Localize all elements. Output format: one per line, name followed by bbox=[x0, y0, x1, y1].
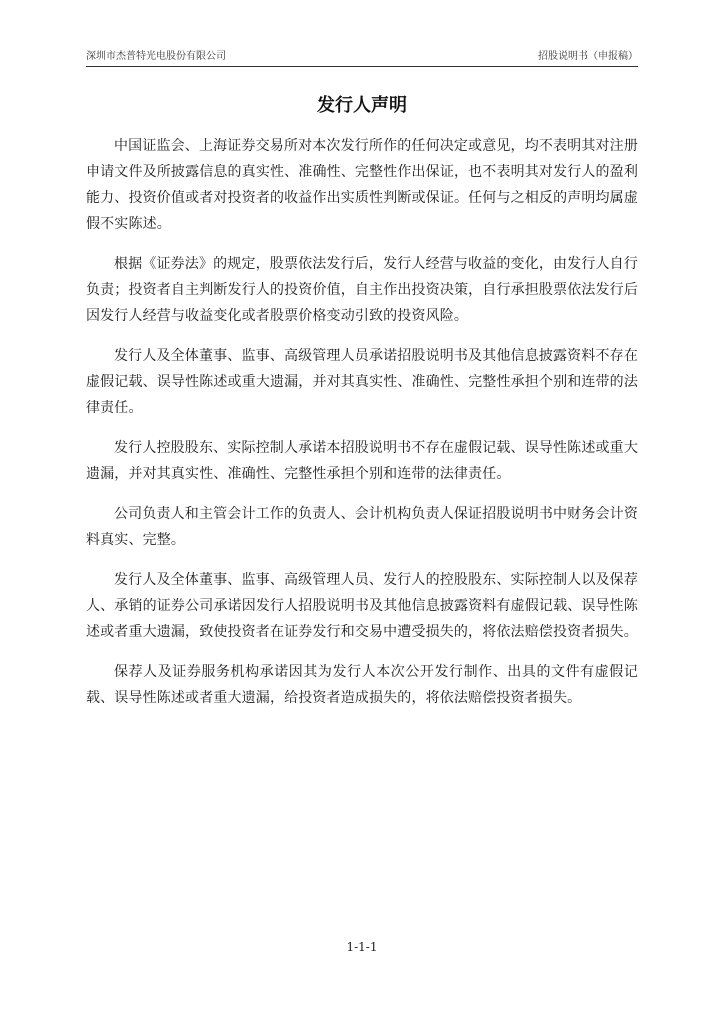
declaration-body bbox=[86, 133, 638, 725]
paragraph-controlling-shareholder-commitment: 发行人控股股东、实际控制人承诺本招股说明书不存在虚假记载、误导性陈述或重大遗漏，并对其真实性、准确性、完整性承担个别和连带的法律责任。 bbox=[86, 440, 638, 482]
header-company-name: 深圳市杰普特光电股份有限公司 bbox=[86, 51, 226, 62]
paragraph-financial-accuracy: 公司负责人和主管会计工作的负责人、会计机构负责人保证招股说明书中财务会计资料真实、完整。 bbox=[86, 506, 638, 548]
paragraph-sponsor-commitment: 保荐人及证券服务机构承诺因其为发行人本次公开发行制作、出具的文件有虚假记载、误导性陈述或者重大遗漏，给投资者造成损失的，将依法赔偿投资者损失。 bbox=[86, 664, 638, 706]
paragraph-directors-commitment: 发行人及全体董事、监事、高级管理人员承诺招股说明书及其他信息披露资料不存在虚假记载、误导性陈述或重大遗漏，并对其真实性、准确性、完整性承担个别和连带的法律责任。 bbox=[86, 348, 638, 416]
paragraph-regulator-disclaimer: 中国证监会、上海证券交易所对本次发行所作的任何决定或意见，均不表明其对注册申请文件及所披露信息的真实性、准确性、完整性作出保证，也不表明其对发行人的盈利能力、投资价值或者对投资者的收益作出实质性判断或保证。任何与之相反的声明均属虚假不实陈述。 bbox=[86, 138, 638, 232]
paragraph-investment-risk: 根据《证券法》的规定，股票依法发行后，发行人经营与收益的变化，由发行人自行负责；投资者自主判断发行人的投资价值，自主作出投资决策，自行承担股票依法发行后因发行人经营与收益变化或者股票价格变动引致的投资风险。 bbox=[86, 256, 638, 324]
page-header bbox=[86, 50, 638, 67]
page-title: 发行人声明 bbox=[317, 95, 407, 116]
paragraph-compensation-commitment: 发行人及全体董事、监事、高级管理人员、发行人的控股股东、实际控制人以及保荐人、承销的证券公司承诺因发行人招股说明书及其他信息披露资料有虚假记载、误导性陈述或者重大遗漏，致使投资者在证券发行和交易中遭受损失的，将依法赔偿投资者损失。 bbox=[86, 572, 638, 640]
page-number: 1-1-1 bbox=[346, 940, 378, 954]
header-document-type: 招股说明书（申报稿） bbox=[538, 51, 638, 62]
